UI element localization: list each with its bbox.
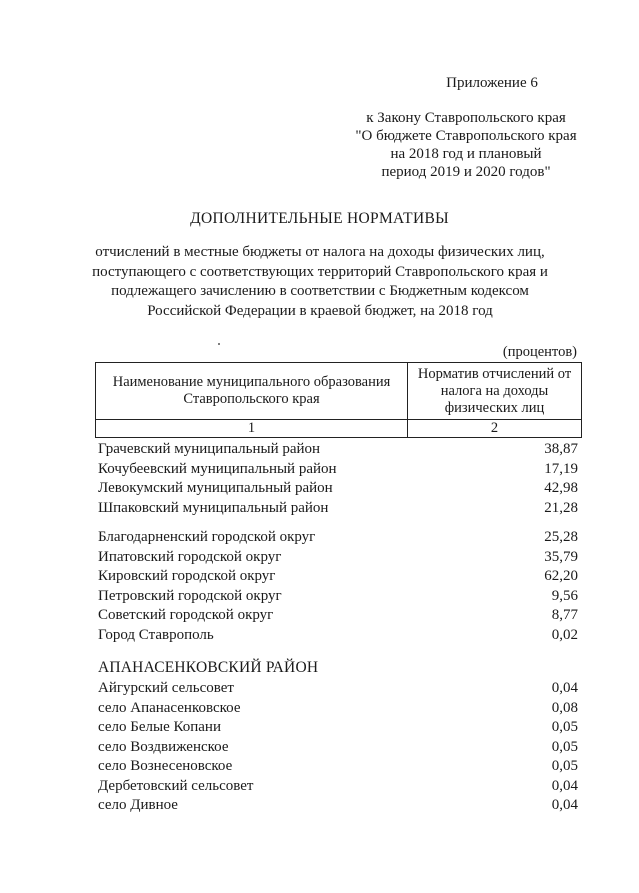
document-title: ДОПОЛНИТЕЛЬНЫЕ НОРМАТИВЫ [190,210,449,227]
rate-value: 0,02 [551,626,578,643]
column-number: 1 [96,420,408,438]
municipality-name: село Дивное [98,797,178,813]
table-header [95,362,582,438]
table-row [98,738,578,758]
units-label: (процентов) [502,344,577,360]
subtitle-line: отчислений в местные бюджеты от налога на доходы физических лиц, [95,244,545,260]
municipality-name: Советский городской округ [98,607,274,623]
municipality-name: Шпаковский муниципальный район [98,499,329,516]
document-subtitle [60,243,580,321]
header-line: Ставропольского края [183,391,320,407]
rate-value: 38,87 [544,441,578,457]
municipality-name: Дербетовский сельсовет [98,777,254,794]
municipality-name: село Апанасенковское [98,699,241,716]
table-row [98,699,578,719]
subtitle-line: поступающего с соответствующих территорий Ставропольского края и [92,263,548,280]
municipality-name: Кочубеевский муниципальный район [98,460,337,477]
rate-value: 17,19 [544,460,578,477]
table-row [98,796,578,816]
table-row [98,626,578,646]
table-row [98,479,578,499]
header-line: Норматив отчислений от [417,365,572,382]
rate-value: 21,28 [544,499,578,516]
subtitle-line: Российской Федерации в краевой бюджет, на 2018 год [147,302,493,319]
municipality-name: Грачевский муниципальный район [98,441,321,457]
column-header-name [96,363,408,420]
table-row [98,440,578,460]
header-line: налога на доходы [440,382,549,399]
column-header-rate [408,363,582,420]
law-line: к Закону Ставропольского края [366,110,566,126]
rate-value: 0,04 [551,797,578,813]
table-row [98,528,578,548]
rate-value: 0,08 [551,699,578,716]
municipality-name: Город Ставрополь [98,626,214,643]
rate-value: 0,04 [551,680,578,696]
table-row [98,777,578,797]
header-line: физических лиц [444,399,545,416]
rate-value: 8,77 [551,607,578,623]
rate-value: 35,79 [544,548,578,565]
municipality-name: Кировский городской округ [98,568,276,584]
table-row [98,499,578,519]
table-body [98,440,578,816]
table-row [98,587,578,607]
scan-speck [218,343,220,345]
law-line: период 2019 и 2020 годов" [381,164,551,180]
header-line: Наименование муниципального образования [112,374,391,390]
table-row [98,679,578,699]
rate-value: 62,20 [544,568,578,584]
appendix-number: Приложение 6 [446,75,538,91]
table-row [98,460,578,480]
law-line: на 2018 год и плановый [390,146,542,162]
law-reference [340,109,592,181]
municipality-name: Петровский городской округ [98,587,282,604]
table-row [98,567,578,587]
municipality-name: село Вознесеновское [98,758,233,774]
table-row [98,548,578,568]
rate-value: 0,05 [551,719,578,735]
column-number: 2 [408,420,582,438]
municipality-name: Ипатовский городской округ [98,548,282,565]
rate-value: 25,28 [544,529,578,545]
group-spacer [98,518,578,528]
rate-value: 9,56 [551,587,578,604]
subtitle-line: подлежащего зачислению в соответствии с Бюджетным кодексом [111,283,529,299]
municipality-name: село Белые Копани [98,719,221,735]
table-row [98,606,578,626]
rate-value: 0,05 [551,738,578,755]
municipality-name: Благодарненский городской округ [98,529,316,545]
municipality-name: Левокумский муниципальный район [98,480,333,496]
municipality-name: село Воздвиженское [98,738,229,755]
rate-value: 0,04 [551,777,578,794]
section-heading: АПАНАСЕНКОВСКИЙ РАЙОН [98,659,319,676]
rate-value: 42,98 [544,480,578,496]
table-row [98,757,578,777]
law-line: "О бюджете Ставропольского края [355,128,577,144]
municipality-name: Айгурский сельсовет [98,680,234,696]
rate-value: 0,05 [551,758,578,774]
group-spacer [98,645,578,657]
table-row [98,718,578,738]
